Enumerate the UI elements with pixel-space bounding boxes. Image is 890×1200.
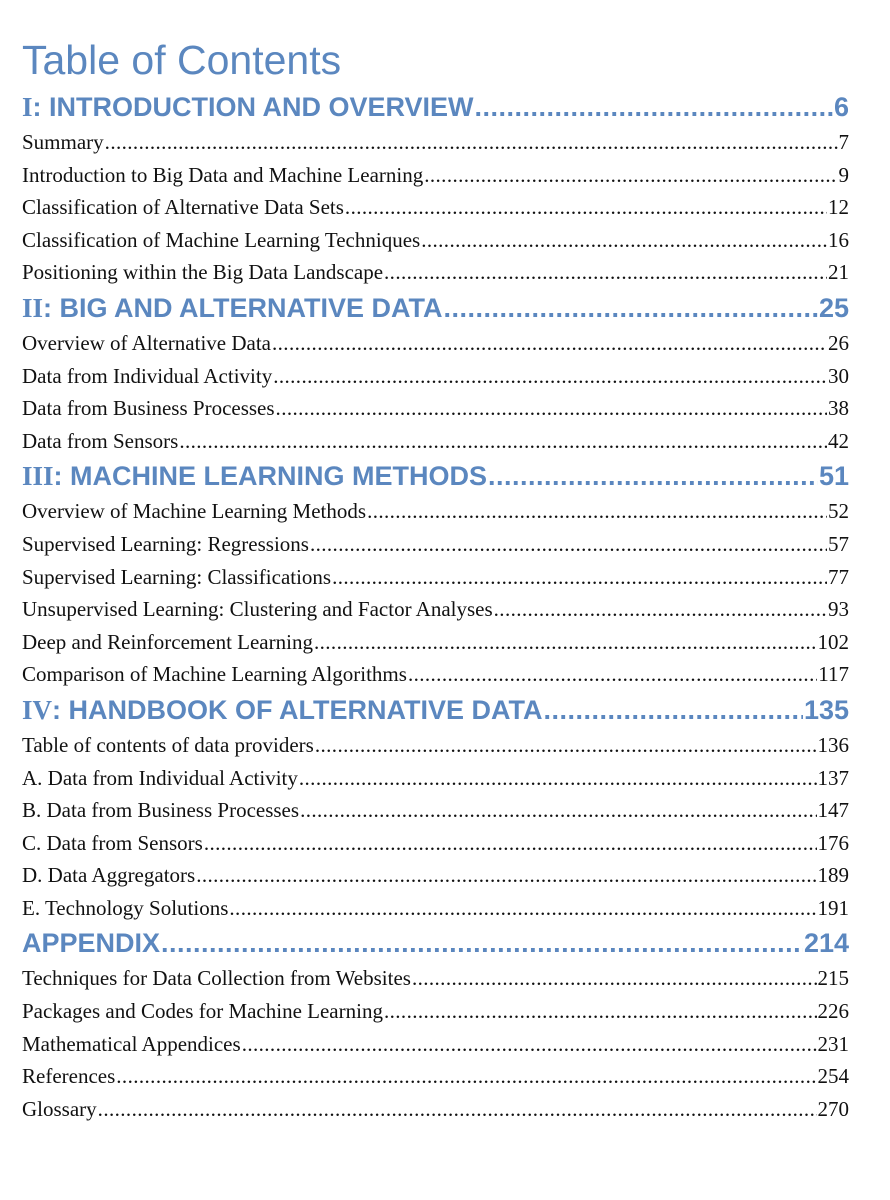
section-heading[interactable] (22, 457, 849, 495)
dot-leader (179, 425, 827, 458)
entry-label: D. Data Aggregators (22, 863, 196, 888)
dot-leader (332, 561, 827, 594)
entry-page-number: 30 (828, 363, 849, 388)
entry-label: Deep and Reinforcement Learning (22, 629, 313, 654)
toc-entry[interactable] (22, 256, 849, 289)
section-heading-label (22, 88, 474, 126)
entry-label: E. Technology Solutions (22, 895, 229, 920)
toc-entry[interactable] (22, 360, 849, 393)
dot-leader (105, 126, 838, 159)
section-roman-numeral: I (22, 92, 33, 122)
dot-leader (116, 1060, 816, 1093)
entry-page-number: 77 (828, 564, 849, 589)
section-title: : HANDBOOK OF ALTERNATIVE DATA (52, 694, 543, 725)
section-heading[interactable] (22, 924, 849, 962)
entry-page-number: 26 (828, 330, 849, 355)
dot-leader (494, 593, 827, 626)
toc-section-1 (22, 88, 849, 289)
section-roman-numeral: III (22, 461, 54, 492)
dot-leader (408, 658, 817, 691)
section-heading[interactable] (22, 691, 849, 729)
section-roman-numeral: IV (22, 694, 53, 725)
dot-leader (276, 392, 827, 425)
toc-entry[interactable] (22, 827, 849, 860)
dot-leader (384, 995, 817, 1028)
entry-label: Comparison of Machine Learning Algorithms (22, 662, 407, 687)
section-heading-label (22, 691, 542, 729)
entry-page-number: 21 (828, 260, 849, 285)
dot-leader (345, 191, 827, 224)
toc-entry[interactable] (22, 729, 849, 762)
entry-page-number: 7 (838, 130, 849, 154)
toc-section-2 (22, 289, 849, 457)
entry-label: Table of contents of data providers (22, 732, 314, 757)
toc-entry[interactable] (22, 392, 849, 425)
dot-leader (475, 88, 833, 126)
entry-label: Techniques for Data Collection from Websites (22, 966, 411, 991)
section-page-number: 214 (803, 928, 849, 959)
dot-leader (314, 626, 817, 659)
section-page-number: 6 (833, 92, 849, 122)
section-title: APPENDIX (22, 928, 161, 959)
entry-page-number: 52 (828, 499, 849, 524)
entry-page-number: 270 (817, 1096, 849, 1121)
entry-label: Data from Individual Activity (22, 363, 273, 388)
entry-page-number: 254 (817, 1064, 849, 1089)
entry-page-number: 93 (828, 597, 849, 622)
entry-page-number: 117 (818, 662, 849, 687)
entry-page-number: 147 (817, 798, 849, 823)
dot-leader (204, 827, 817, 860)
toc-entry[interactable] (22, 1060, 849, 1093)
entry-label: Supervised Learning: Regressions (22, 531, 309, 556)
dot-leader (412, 962, 817, 995)
toc-entry[interactable] (22, 859, 849, 892)
toc-entry[interactable] (22, 528, 849, 561)
dot-leader (315, 729, 817, 762)
section-heading-label (22, 924, 160, 962)
entry-label: Classification of Alternative Data Sets (22, 195, 344, 220)
entry-label: Data from Sensors (22, 428, 179, 453)
toc-section-4 (22, 691, 849, 925)
entry-label: B. Data from Business Processes (22, 798, 300, 823)
toc-entry[interactable] (22, 658, 849, 691)
section-heading-label (22, 457, 487, 495)
dot-leader (98, 1093, 817, 1126)
toc-entry[interactable] (22, 1093, 849, 1126)
section-page-number: 135 (803, 694, 849, 725)
toc-entry[interactable] (22, 626, 849, 659)
toc-entry[interactable] (22, 126, 849, 159)
toc-entry[interactable] (22, 892, 849, 925)
entry-page-number: 42 (828, 428, 849, 453)
dot-leader (543, 691, 802, 729)
dot-leader (443, 289, 817, 327)
toc-entry[interactable] (22, 327, 849, 360)
entry-page-number: 16 (828, 227, 849, 252)
entry-page-number: 226 (817, 999, 849, 1024)
entry-page-number: 191 (817, 895, 849, 920)
entry-label: Positioning within the Big Data Landscape (22, 260, 384, 285)
entry-label: C. Data from Sensors (22, 830, 203, 855)
entry-page-number: 189 (817, 863, 849, 888)
toc-entry[interactable] (22, 1028, 849, 1061)
toc-entry[interactable] (22, 495, 849, 528)
dot-leader (229, 892, 816, 925)
entry-label: Mathematical Appendices (22, 1031, 241, 1056)
dot-leader (300, 794, 816, 827)
entry-label: Glossary (22, 1096, 97, 1121)
dot-leader (299, 762, 817, 795)
dot-leader (488, 457, 818, 495)
toc-entry[interactable] (22, 561, 849, 594)
entry-page-number: 176 (817, 830, 849, 855)
toc-entry[interactable] (22, 224, 849, 257)
dot-leader (272, 327, 827, 360)
dot-leader (273, 360, 827, 393)
dot-leader (310, 528, 827, 561)
dot-leader (196, 859, 816, 892)
dot-leader (367, 495, 827, 528)
entry-label: Unsupervised Learning: Clustering and Factor Analyses (22, 597, 493, 622)
entry-label: Data from Business Processes (22, 396, 275, 421)
entry-label: Overview of Machine Learning Methods (22, 499, 367, 524)
entry-label: Packages and Codes for Machine Learning (22, 999, 383, 1024)
entry-page-number: 137 (817, 765, 849, 790)
entry-label: Classification of Machine Learning Techniques (22, 227, 421, 252)
entry-label: Supervised Learning: Classifications (22, 564, 332, 589)
entry-page-number: 215 (817, 966, 849, 991)
entry-label: References (22, 1064, 116, 1089)
entry-page-number: 136 (817, 732, 849, 757)
entry-page-number: 12 (828, 195, 849, 220)
entry-label: A. Data from Individual Activity (22, 765, 298, 790)
entry-label: Overview of Alternative Data (22, 330, 271, 355)
section-title: : MACHINE LEARNING METHODS (53, 461, 488, 492)
section-heading[interactable] (22, 88, 849, 126)
dot-leader (424, 159, 837, 192)
toc-entry[interactable] (22, 191, 849, 224)
dot-leader (384, 256, 827, 289)
toc-entry[interactable] (22, 762, 849, 795)
toc-entry[interactable] (22, 425, 849, 458)
toc-entry[interactable] (22, 794, 849, 827)
dot-leader (161, 924, 803, 962)
entry-page-number: 9 (838, 162, 849, 187)
toc-entry[interactable] (22, 962, 849, 995)
entry-page-number: 102 (817, 629, 849, 654)
entry-page-number: 38 (828, 396, 849, 421)
toc-entry[interactable] (22, 995, 849, 1028)
entry-page-number: 231 (817, 1031, 849, 1056)
toc-entry[interactable] (22, 159, 849, 192)
dot-leader (242, 1028, 817, 1061)
section-title: : INTRODUCTION AND OVERVIEW (32, 92, 474, 122)
entry-label: Introduction to Big Data and Machine Learning (22, 162, 424, 187)
toc-entry[interactable] (22, 593, 849, 626)
section-heading[interactable] (22, 289, 849, 327)
section-heading-label (22, 289, 442, 327)
entry-page-number: 57 (828, 531, 849, 556)
section-roman-numeral: II (22, 292, 44, 323)
section-page-number: 51 (818, 461, 849, 492)
page-title: Table of Contents (22, 37, 342, 83)
section-title: : BIG AND ALTERNATIVE DATA (43, 292, 443, 323)
dot-leader (421, 224, 827, 257)
toc-section-appendix (22, 924, 849, 1125)
section-page-number: 25 (818, 292, 849, 323)
toc-section-3 (22, 457, 849, 691)
entry-label: Summary (22, 130, 104, 154)
